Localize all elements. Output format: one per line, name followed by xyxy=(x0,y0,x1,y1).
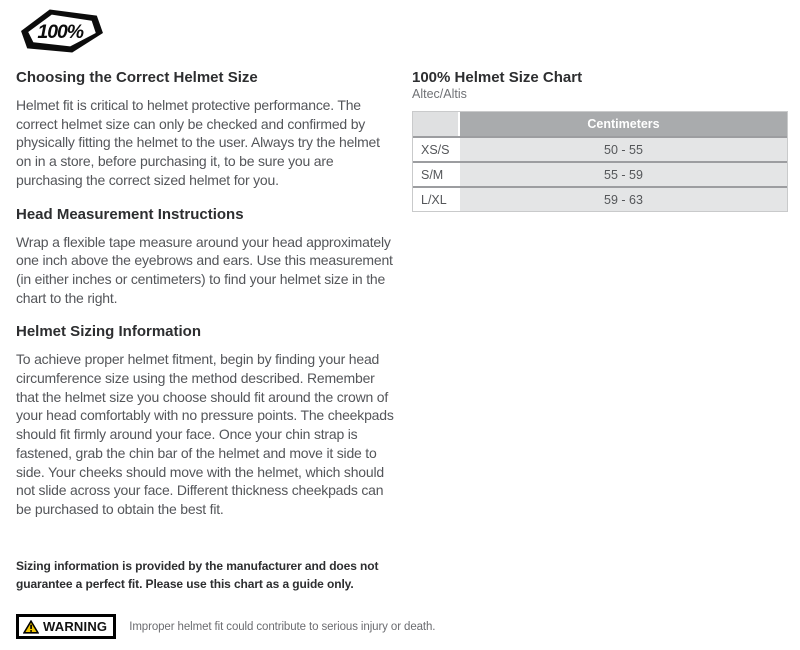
chart-subtitle: Altec/Altis xyxy=(412,87,467,101)
corner-cell xyxy=(413,112,460,136)
size-chart-table xyxy=(412,111,788,212)
logo-100-icon xyxy=(19,6,105,56)
table-header-row xyxy=(413,112,787,136)
content-columns xyxy=(16,68,784,534)
size-label-cell: L/XL xyxy=(413,188,460,211)
section-heading: Helmet Sizing Information xyxy=(16,323,202,341)
section-body: Wrap a flexible tape measure around your head approximately one inch above the eyebrows and ears. Use this measurement (in either inches or centimeters) to find your helmet size in the chart to the right. xyxy=(16,233,393,306)
table-row xyxy=(413,136,787,161)
section-heading: Head Measurement Instructions xyxy=(16,205,244,223)
warning-row xyxy=(16,614,435,639)
section-body: Helmet fit is critical to helmet protective performance. The correct helmet size can only be checked and confirmed by physically fitting the helmet to the user. Always try the helmet on in a store, before purchasing it, to be sure you are purchasing the correct sized helmet for you. xyxy=(16,97,380,188)
table-row xyxy=(413,186,787,211)
warning-badge xyxy=(16,614,116,639)
section-head-measurement xyxy=(16,205,396,308)
warning-triangle-icon xyxy=(23,620,39,634)
chart-title: 100% Helmet Size Chart xyxy=(412,69,583,86)
size-label-cell: S/M xyxy=(413,163,460,186)
right-column xyxy=(412,68,784,534)
left-column xyxy=(16,68,396,534)
column-header-centimeters: Centimeters xyxy=(460,112,787,136)
size-label-cell: XS/S xyxy=(413,138,460,161)
size-value-cell: 50 - 55 xyxy=(460,138,787,161)
warning-label: WARNING xyxy=(43,619,108,634)
size-value-cell: 59 - 63 xyxy=(460,188,787,211)
table-row xyxy=(413,161,787,186)
section-heading: Choosing the Correct Helmet Size xyxy=(16,69,258,86)
warning-text: Improper helmet fit could contribute to serious injury or death. xyxy=(129,620,436,633)
disclaimer-text: Sizing information is provided by the manufacturer and does not guarantee a perfect fit. Please use this chart as a guide only. xyxy=(16,559,379,591)
logo-text: 100% xyxy=(37,21,84,44)
section-choosing-size xyxy=(16,68,396,190)
section-body: To achieve proper helmet fitment, begin by finding your head circumference size using the method described. Remember that the helmet size you choose should fit around the crown of your head comfortably with no pressure points. The cheekpads should fit firmly around your face. Once your chin strap is fastened, grab the chin bar of the helmet and move it side to side. Your cheeks should move with the helmet, which should not slide across your face. Different thickness cheekpads can be purchased to obtain the best fit. xyxy=(16,351,394,517)
section-sizing-information xyxy=(16,322,396,518)
size-value-cell: 55 - 59 xyxy=(460,163,787,186)
